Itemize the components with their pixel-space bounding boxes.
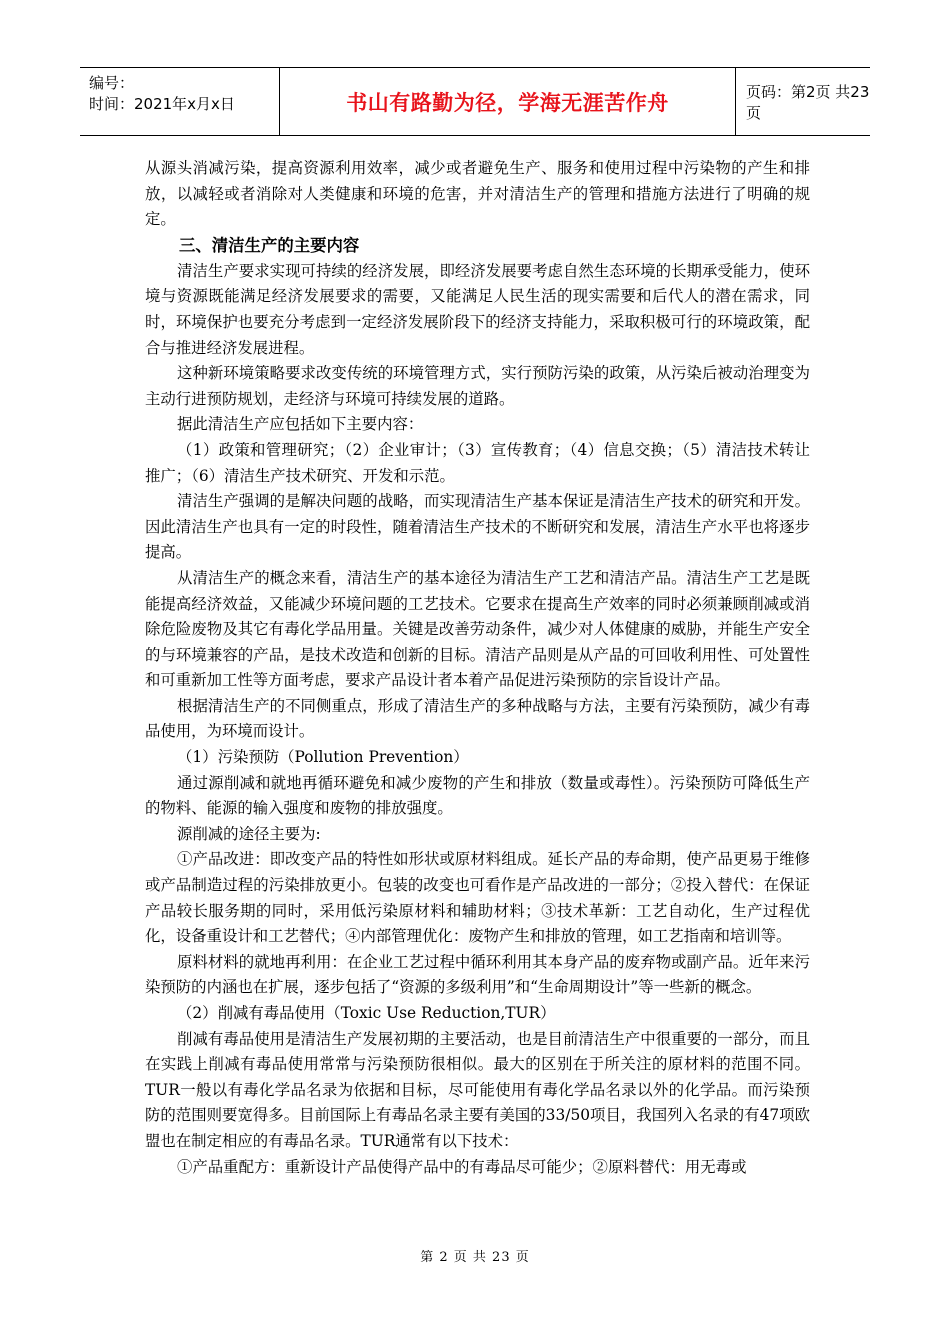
paragraph: 据此清洁生产应包括如下主要内容： <box>177 415 424 434</box>
paragraph: 根据清洁生产的不同侧重点，形成了清洁生产的多种战略与方法，主要有污染预防，减少有毒品使用，为环境而设计。 <box>145 696 810 741</box>
paragraph: 削减有毒品使用是清洁生产发展初期的主要活动，也是目前清洁生产中很重要的一部分，而且在实践上削减有毒品使用常常与污染预防很相似。最大的区别在于所关注的原材料的范围不同。TUR一般以有毒化学品名录为依据和目标，尽可能使用有毒化学品名录以外的化学品。而污染预防的范围则要宽得多。目前国际上有毒品名录主要有美国的33/50项目，我国列入名录的有47项欧盟也在制定相应的有毒品名录。TUR通常有以下技术： <box>145 1029 810 1150</box>
paragraph: 通过源削减和就地再循环避免和减少废物的产生和排放（数量或毒性）。污染预防可降低生产的物料、能源的输入强度和废物的排放强度。 <box>145 773 810 818</box>
header-meta <box>80 68 280 135</box>
paragraph: 源削减的途径主要为: <box>177 824 321 843</box>
paragraph: 清洁生产强调的是解决问题的战略，而实现清洁生产基本保证是清洁生产技术的研究和开发。因此清洁生产也具有一定的时段性，随着清洁生产技术的不断研究和发展，清洁生产水平也将逐步提高。 <box>145 492 810 562</box>
paragraph: ①产品重配方：重新设计产品使得产品中的有毒品尽可能少；②原料替代：用无毒或 <box>177 1157 747 1176</box>
page-footer: 第 2 页 共 23 页 <box>420 1250 530 1265</box>
subsection-heading: （1）污染预防（Pollution Prevention） <box>177 748 469 767</box>
section-heading: 三、清洁生产的主要内容 <box>179 235 360 255</box>
document-number-label: 编号： <box>89 74 135 92</box>
paragraph: 清洁生产要求实现可持续的经济发展，即经济发展要考虑自然生态环境的长期承受能力，使环境与资源既能满足经济发展要求的需要，又能满足人民生活的现实需要和后代人的潜在需求，同时，环境保护也要充分考虑到一定经济发展阶段下的经济支持能力，采取积极可行的环境政策，配合与推进经济发展进程。 <box>145 261 810 357</box>
paragraph: 原料材料的就地再利用：在企业工艺过程中循环利用其本身产品的废弃物或副产品。近年来污染预防的内涵也在扩展，逐步包括了“资源的多级利用”和“生命周期设计”等一些新的概念。 <box>145 952 810 997</box>
document-body <box>145 156 810 1180</box>
paragraph: ①产品改进：即改变产品的特性如形状或原材料组成。延长产品的寿命期，使产品更易于维修或产品制造过程的污染排放更小。包装的改变也可看作是产品改进的一部分；②投入替代：在保证产品较长服务期的同时，采用低污染原材料和辅助材料；③技术革新：工艺自动化，生产过程优化，设备重设计和工艺替代；④内部管理优化：废物产生和排放的管理，如工艺指南和培训等。 <box>145 850 810 946</box>
header-motto: 书山有路勤为径，学海无涯苦作舟 <box>280 68 736 135</box>
subsection-heading: （2）削减有毒品使用（Toxic Use Reduction,TUR） <box>177 1004 556 1022</box>
document-date: 时间：2021年x月x日 <box>89 95 235 113</box>
paragraph: 这种新环境策略要求改变传统的环境管理方式，实行预防污染的政策，从污染后被动治理变为主动行进预防规划，走经济与环境可持续发展的道路。 <box>145 364 810 408</box>
paragraph: （1）政策和管理研究；（2）企业审计；（3）宣传教育；（4）信息交换；（5）清洁技术转让推广；（6）清洁生产技术研究、开发和示范。 <box>145 440 810 485</box>
paragraph: 从清洁生产的概念来看，清洁生产的基本途径为清洁生产工艺和清洁产品。清洁生产工艺是既能提高经济效益，又能减少环境问题的工艺技术。它要求在提高生产效率的同时必须兼顾削减或消除危险废物及其它有毒化学品用量。关键是改善劳动条件，减少对人体健康的威胁，并能生产安全的与环境兼容的产品，是技术改造和创新的目标。清洁产品则是从产品的可回收利用性、可处置性和可重新加工性等方面考虑，要求产品设计者本着产品促进污染预防的宗旨设计产品。 <box>145 568 810 690</box>
header-page-info: 页码：第2页 共23页 <box>746 82 870 122</box>
page-header <box>80 67 870 136</box>
paragraph: 从源头消减污染，提高资源利用效率，减少或者避免生产、服务和使用过程中污染物的产生和排放，以减轻或者消除对人类健康和环境的危害，并对清洁生产的管理和措施方法进行了明确的规定。 <box>145 159 810 229</box>
